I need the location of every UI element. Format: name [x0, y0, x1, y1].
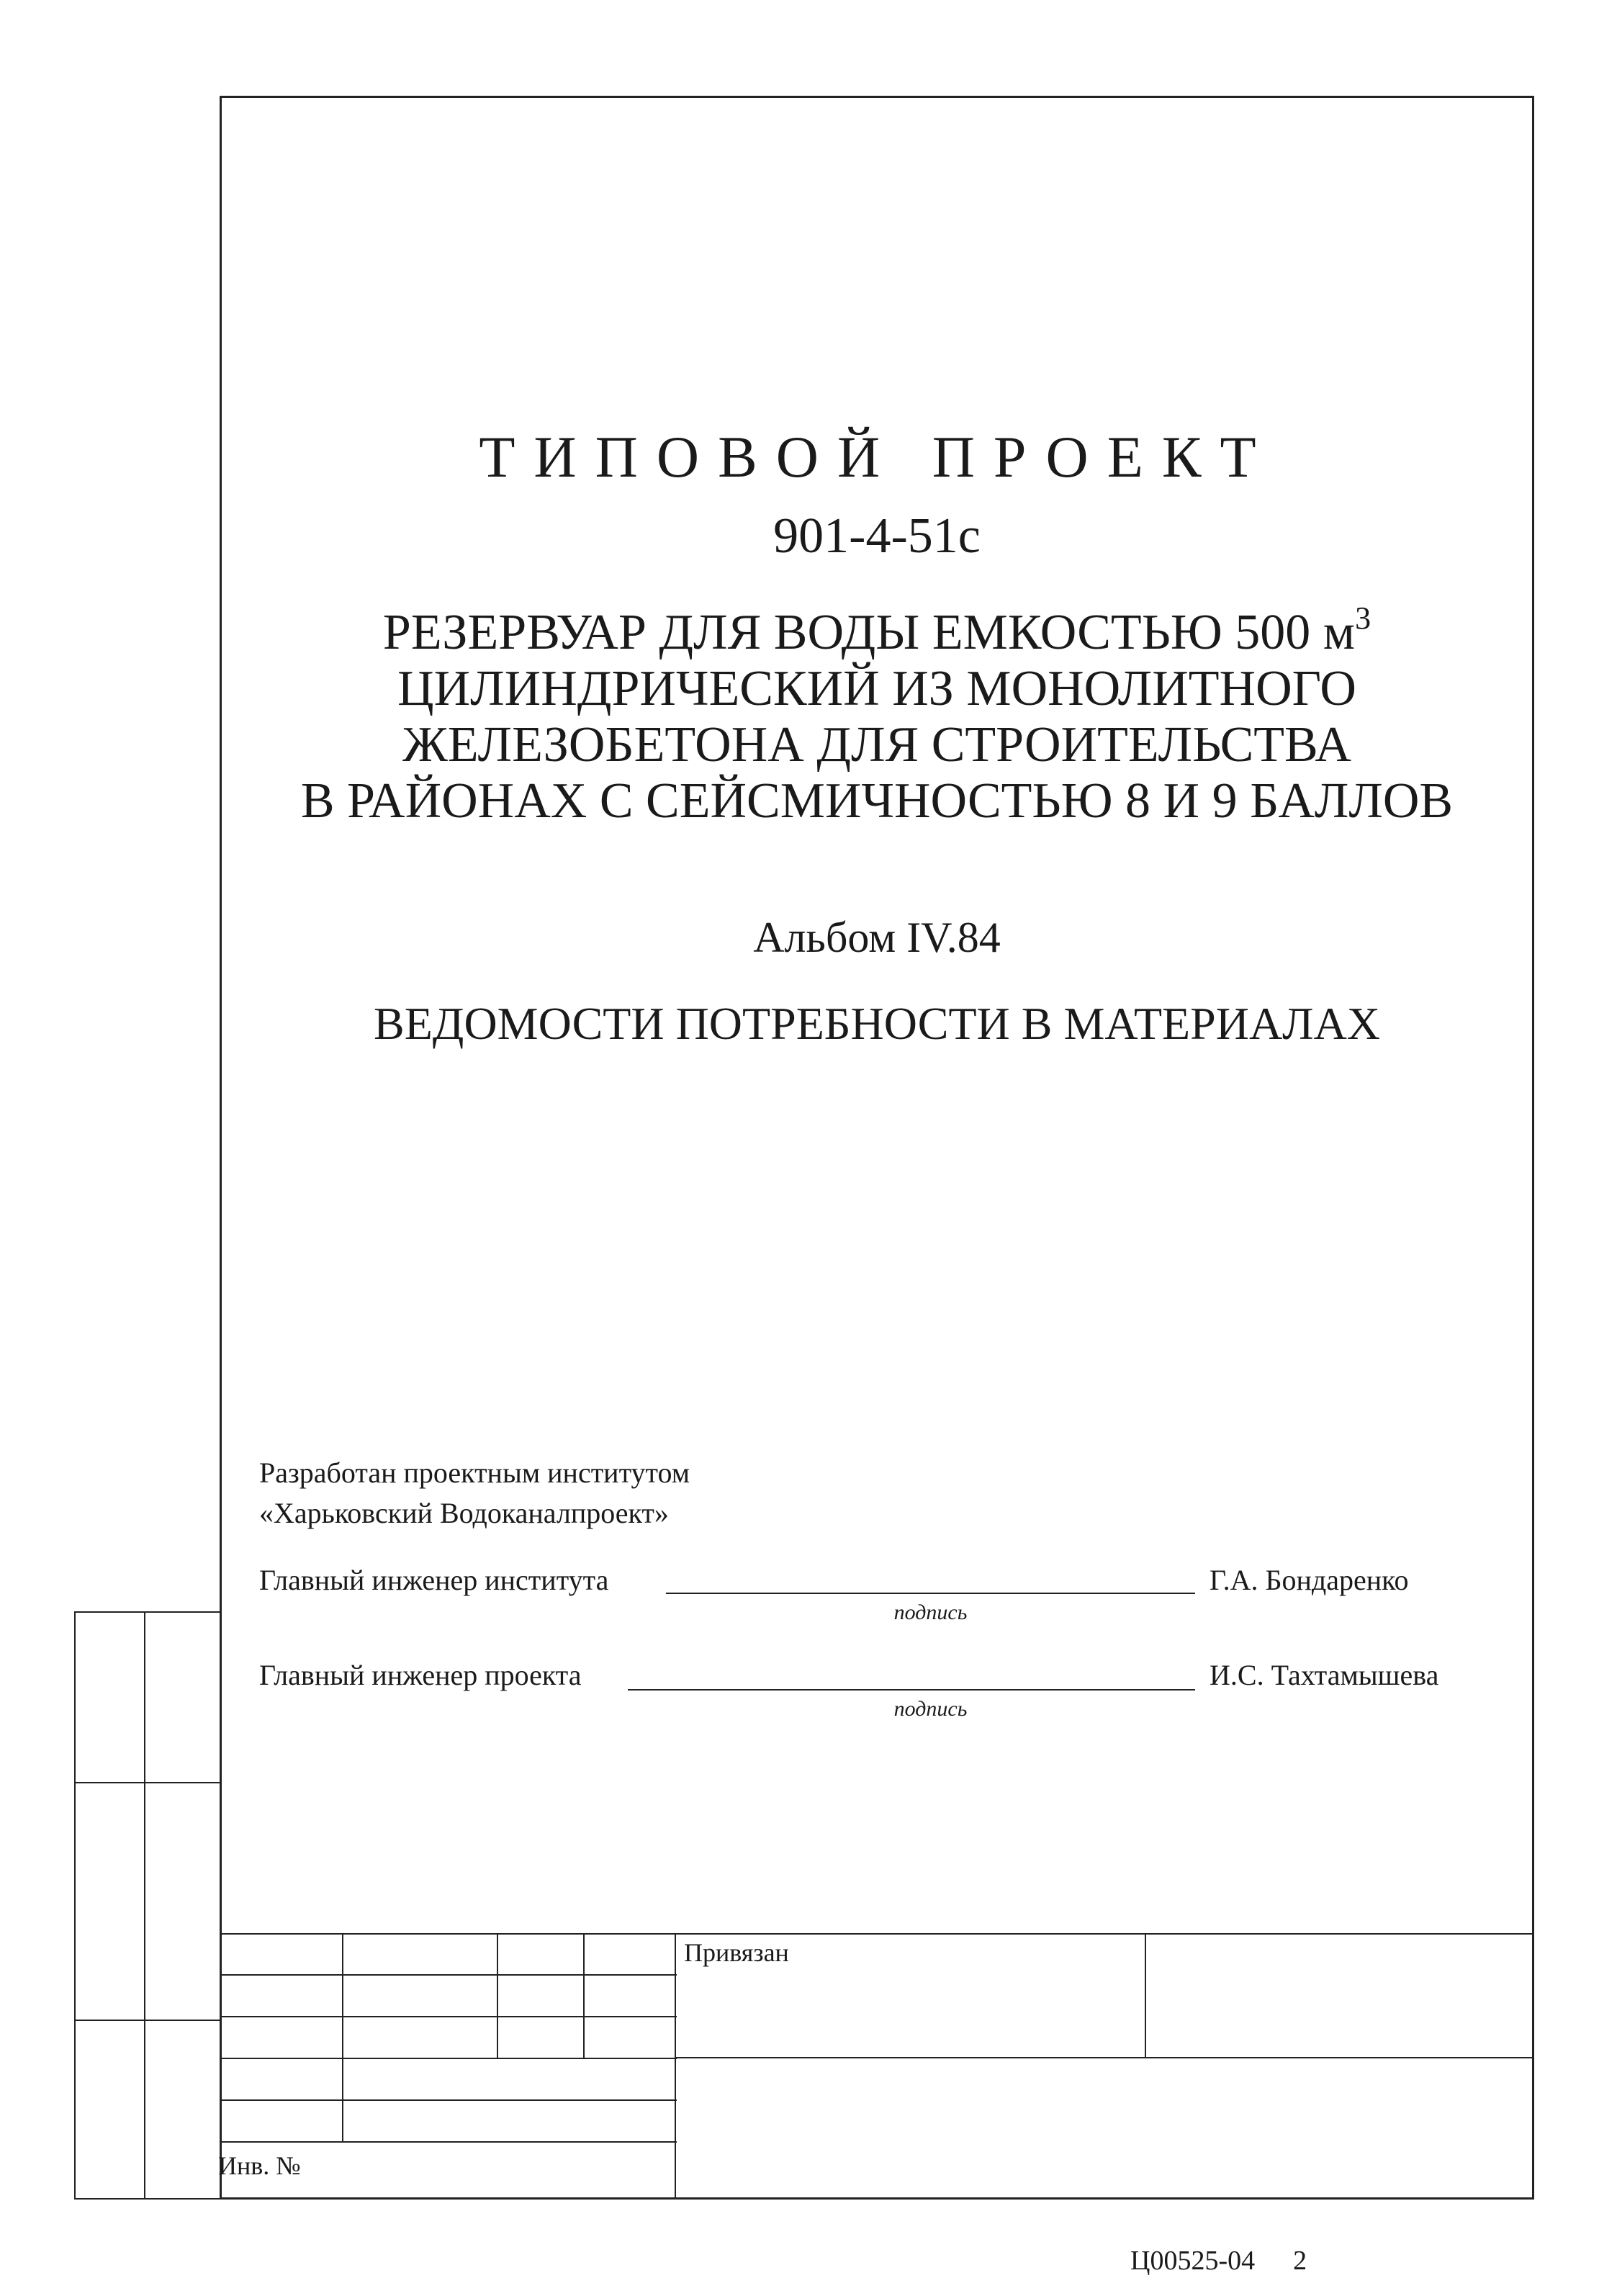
- project-name-line-4: В РАЙОНАХ С СЕЙСМИЧНОСТЬЮ 8 И 9 БАЛЛОВ: [300, 773, 1454, 829]
- developer-line-2: «Харьковский Водоканалпроект»: [259, 1497, 669, 1529]
- project-name-line-3: ЖЕЛЕЗОБЕТОНА ДЛЯ СТРОИТЕЛЬСТВА: [402, 717, 1351, 773]
- project-name: [220, 600, 1534, 829]
- signature-row-chief-engineer-project: [259, 1657, 582, 1693]
- project-name-line-1: РЕЗЕРВУАР ДЛЯ ВОДЫ ЕМКОСТЬЮ 500 $м^3$: [382, 600, 1371, 660]
- superscript-3: 3: [1355, 600, 1371, 636]
- document-subtitle: ВЕДОМОСТИ ПОТРЕБНОСТИ В МАТЕРИАЛАХ: [374, 998, 1380, 1049]
- signature-row-chief-engineer-institute: [259, 1562, 608, 1598]
- signature-caption: подпись: [893, 1697, 968, 1721]
- developer-block: [259, 1453, 690, 1534]
- document-title: ТИПОВОЙ ПРОЕКТ: [479, 424, 1275, 490]
- album-label: Альбом IV.84: [753, 914, 1001, 961]
- signature-name: И.С. Тахтамышева: [1210, 1659, 1439, 1691]
- inventory-number-label: Инв. №: [218, 2151, 301, 2180]
- signature-role: Главный инженер проекта: [259, 1659, 582, 1691]
- developer-line-1: Разработан проектным институтом: [259, 1457, 690, 1489]
- signature-name: Г.А. Бондаренко: [1210, 1564, 1409, 1596]
- page-number: 2: [1293, 2246, 1307, 2276]
- signature-caption: подпись: [893, 1601, 968, 1624]
- signature-line: [628, 1689, 1195, 1691]
- footer: [1130, 2245, 1307, 2277]
- bound-label: Привязан: [684, 1938, 789, 1967]
- signature-line: [666, 1593, 1195, 1594]
- signature-role: Главный инженер института: [259, 1564, 609, 1596]
- project-code: 901-4-51с: [773, 508, 981, 564]
- page-frame: [220, 96, 1534, 2200]
- document-code: Ц00525-04: [1130, 2246, 1256, 2276]
- project-name-line-2: ЦИЛИНДРИЧЕСКИЙ ИЗ МОНОЛИТНОГО: [397, 661, 1356, 716]
